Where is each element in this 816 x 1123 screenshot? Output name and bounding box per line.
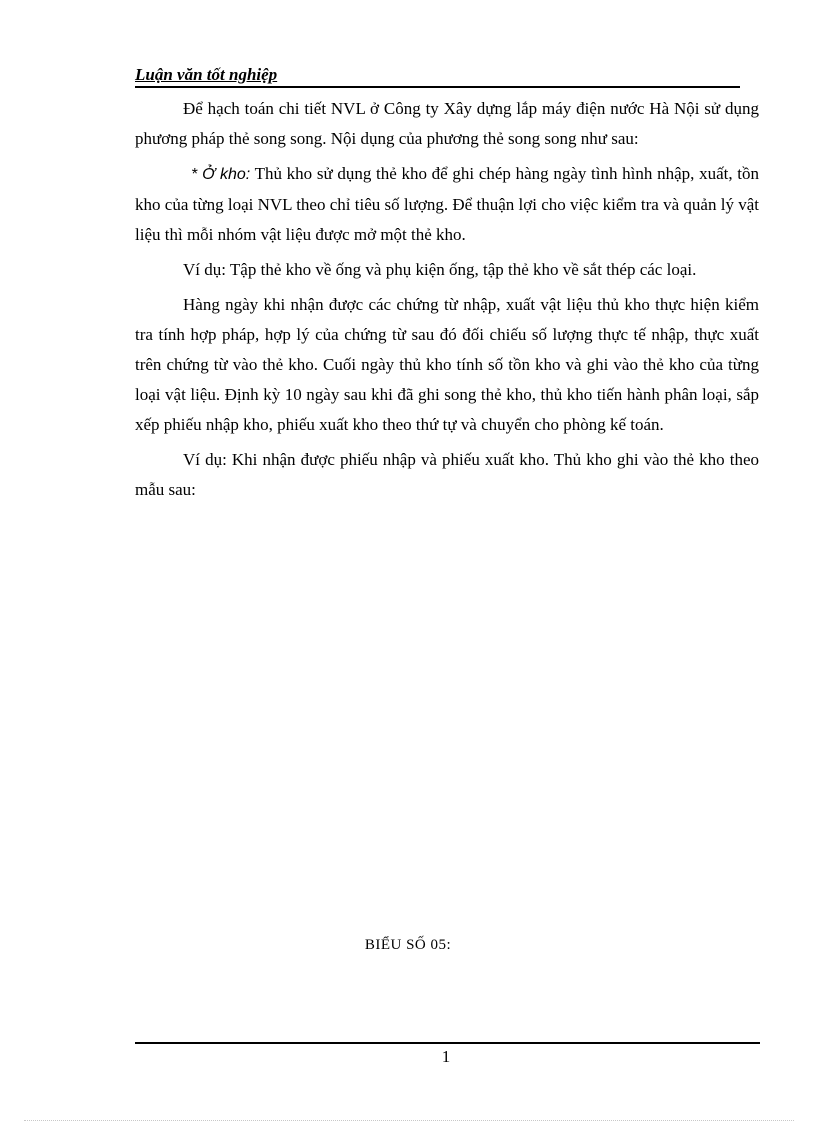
paragraph-warehouse bbox=[135, 159, 759, 250]
document-body bbox=[135, 94, 759, 510]
figure-caption: BIỂU SỐ 05: bbox=[364, 937, 452, 953]
paragraph-text: Để hạch toán chi tiết NVL ở Công ty Xây dựng lắp máy điện nước Hà Nội sử dụng phương pháp thẻ song song. Nội dụng của phương thẻ song song như sau: bbox=[135, 99, 759, 148]
footer-divider bbox=[135, 1042, 760, 1044]
paragraph-text: Thủ kho sử dụng thẻ kho để ghi chép hàng ngày tình hình nhập, xuất, tồn kho của từng loại NVL theo chỉ tiêu số lượng. Để thuận lợi cho việc kiểm tra và quản lý vật liệu thì mỗi nhóm vật liệu được mở một thẻ kho. bbox=[135, 164, 759, 244]
page-header bbox=[135, 62, 740, 88]
header-title: Luận văn tốt nghiệp bbox=[135, 65, 278, 84]
paragraph-intro bbox=[135, 94, 759, 154]
paragraph-text: Hàng ngày khi nhận được các chứng từ nhập, xuất vật liệu thủ kho thực hiện kiểm tra tính hợp pháp, hợp lý của chứng từ sau đó đối chiếu số lượng thực tế nhập, thực xuất trên chứng từ vào thẻ kho. Cuối ngày thủ kho tính số tồn kho và ghi vào thẻ kho của từng loại vật liệu. Định kỳ 10 ngày sau khi đã ghi song thẻ kho, thủ kho tiến hành phân loại, sắp xếp phiếu nhập kho, phiếu xuất kho theo thứ tự và chuyển cho phòng kế toán. bbox=[135, 295, 759, 434]
paragraph-text: Ví dụ: Khi nhận được phiếu nhập và phiếu xuất kho. Thủ kho ghi vào thẻ kho theo mẫu sau: bbox=[135, 450, 759, 499]
paragraph-text: Ví dụ: Tập thẻ kho về ống và phụ kiện ống, tập thẻ kho về sắt thép các loại. bbox=[183, 260, 697, 279]
page-number: 1 bbox=[441, 1047, 451, 1066]
paragraph-daily-process bbox=[135, 290, 759, 440]
page-bottom-edge bbox=[24, 1120, 794, 1121]
paragraph-example-1 bbox=[135, 255, 759, 285]
paragraph-example-2 bbox=[135, 445, 759, 505]
paragraph-label: * Ở kho: bbox=[191, 166, 251, 183]
